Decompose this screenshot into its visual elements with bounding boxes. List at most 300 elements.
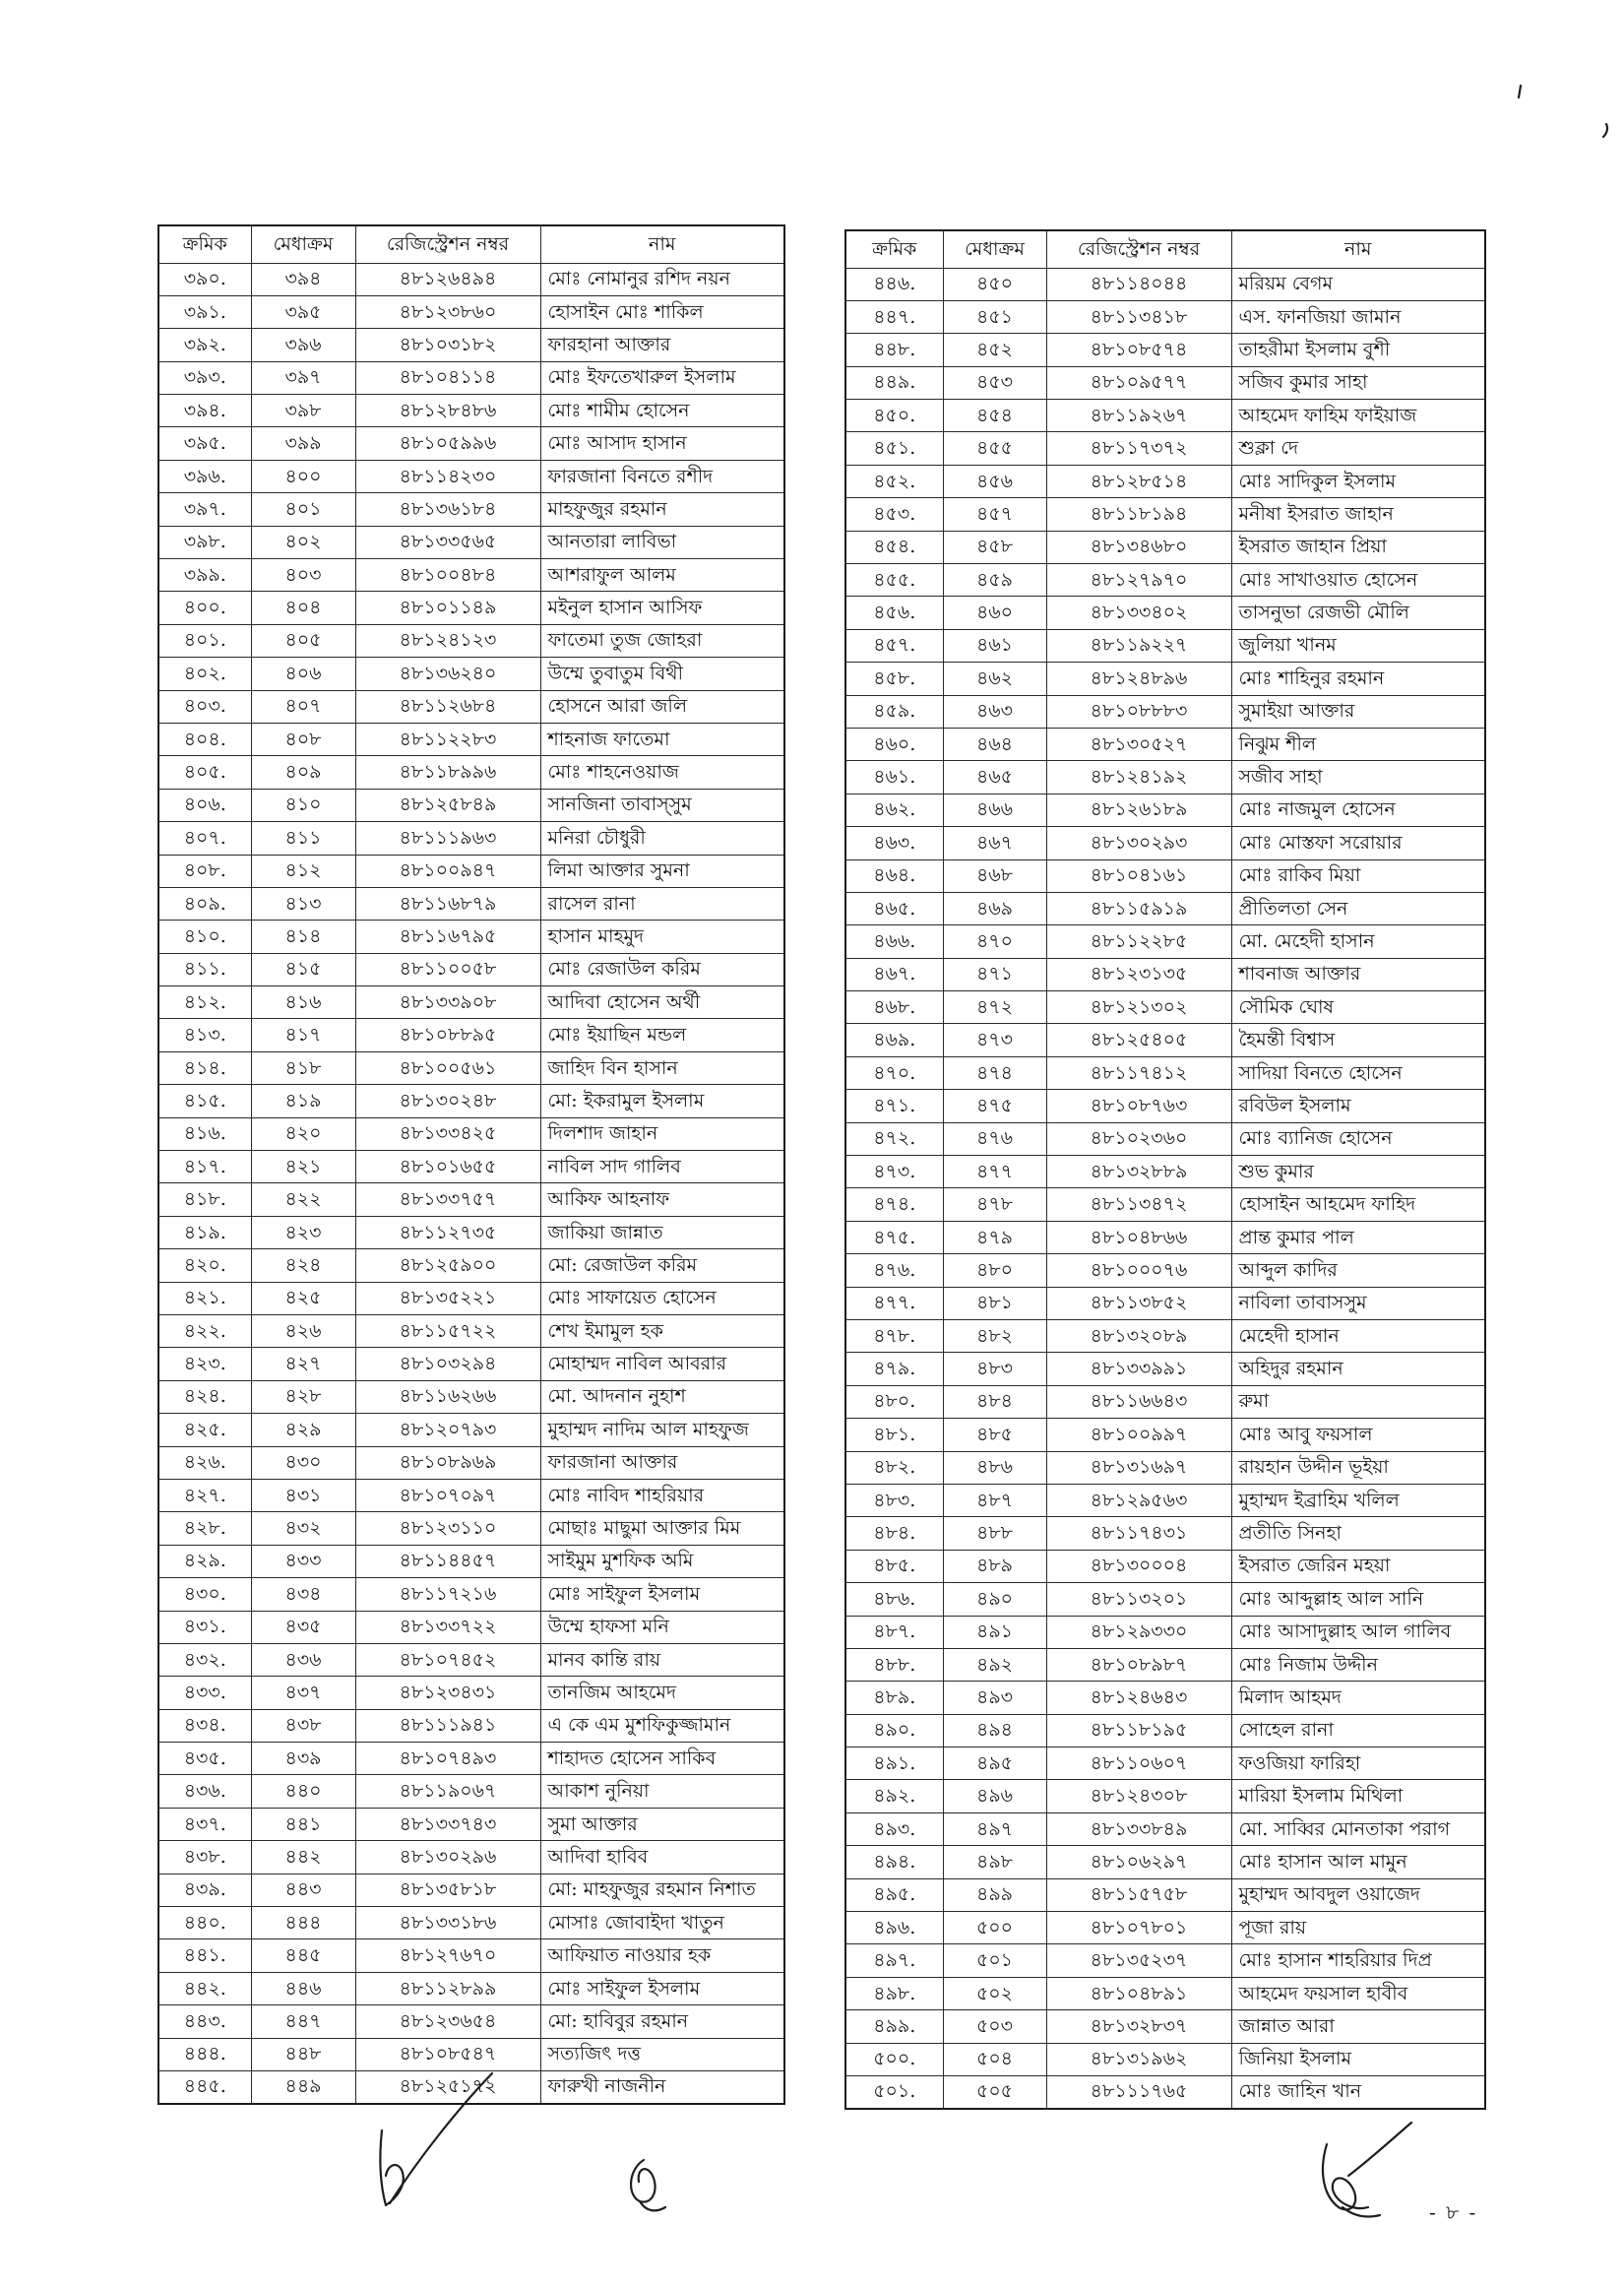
merit-position-cell: ৫০৫ bbox=[943, 2075, 1046, 2108]
registration-number-cell: ৪৮১১৮৯৯৬ bbox=[355, 756, 540, 789]
merit-position-cell: ৪২২ bbox=[251, 1183, 355, 1216]
merit-position-cell: ৪০২ bbox=[251, 526, 355, 558]
registration-number-cell: ৪৮১২৭৬৭০ bbox=[355, 1939, 540, 1972]
name-cell: লিমা আক্তার সুমনা bbox=[540, 855, 784, 887]
merit-position-cell: ৫০০ bbox=[943, 1912, 1046, 1944]
serial-cell: ৪৯৪. bbox=[845, 1846, 943, 1878]
table-row bbox=[158, 1479, 784, 1511]
serial-cell: ৪২২. bbox=[158, 1315, 251, 1348]
table-row bbox=[845, 1090, 1485, 1122]
registration-number-cell: ৪৮১১২৭৩৫ bbox=[355, 1216, 540, 1248]
merit-position-cell: ৪৭২ bbox=[943, 991, 1046, 1024]
name-cell: জাকিয়া জান্নাত bbox=[540, 1216, 784, 1248]
registration-number-cell: ৪৮১০৯৫৭৭ bbox=[1046, 366, 1231, 399]
table-row bbox=[845, 991, 1485, 1024]
registration-number-cell: ৪৮১২৬৪৯৪ bbox=[355, 263, 540, 295]
table-row bbox=[158, 887, 784, 920]
registration-number-cell: ৪৮১১৩২০১ bbox=[1046, 1583, 1231, 1616]
serial-cell: ৪১৪. bbox=[158, 1051, 251, 1084]
registration-number-cell: ৪৮১১০৬০৭ bbox=[1046, 1747, 1231, 1780]
serial-cell: ৪৬৯. bbox=[845, 1024, 943, 1056]
registration-number-cell: ৪৮১৩০২৯৩ bbox=[1046, 827, 1231, 859]
merit-position-cell: ৪২৯ bbox=[251, 1414, 355, 1446]
merit-position-cell: ৪৮৬ bbox=[943, 1451, 1046, 1484]
name-cell: মুহাম্মদ ইব্রাহিম খলিল bbox=[1231, 1484, 1485, 1516]
table-row bbox=[845, 1714, 1485, 1747]
table-row bbox=[158, 953, 784, 985]
serial-cell: ৪৯৯. bbox=[845, 2010, 943, 2043]
serial-cell: ৪৮৯. bbox=[845, 1682, 943, 1714]
serial-cell: ৪৫৮. bbox=[845, 663, 943, 695]
merit-position-cell: ৪৫৯ bbox=[943, 564, 1046, 597]
merit-position-cell: ৫০২ bbox=[943, 1977, 1046, 2009]
registration-number-cell: ৪৮১৩৫২২১ bbox=[355, 1282, 540, 1314]
registration-number-cell: ৪৮১২৮৪৮৬ bbox=[355, 395, 540, 427]
merit-position-cell: ৪৯০ bbox=[943, 1583, 1046, 1616]
table-row bbox=[845, 1484, 1485, 1516]
merit-position-cell: ৪৫৮ bbox=[943, 531, 1046, 563]
name-cell: প্রতীতি সিনহা bbox=[1231, 1517, 1485, 1550]
merit-position-cell: ৫০৪ bbox=[943, 2043, 1046, 2075]
registration-number-cell: ৪৮১০৪৮৯১ bbox=[1046, 1977, 1231, 2009]
table-row bbox=[158, 1216, 784, 1248]
table-row bbox=[158, 1282, 784, 1314]
merit-position-cell: ৪৬১ bbox=[943, 629, 1046, 662]
merit-position-cell: ৩৯৪ bbox=[251, 263, 355, 295]
merit-position-cell: ৪১৫ bbox=[251, 953, 355, 985]
registration-number-cell: ৪৮১৩৩১৮৬ bbox=[355, 1907, 540, 1939]
registration-number-cell: ৪৮১৩৩৭৪৩ bbox=[355, 1808, 540, 1840]
merit-position-cell: ৪৫১ bbox=[943, 300, 1046, 333]
registration-number-cell: ৪৮১৩৬২৪০ bbox=[355, 658, 540, 690]
table-row bbox=[158, 690, 784, 723]
merit-position-cell: ৪৫৫ bbox=[943, 432, 1046, 465]
name-cell: মোঃ হাসান আল মামুন bbox=[1231, 1846, 1485, 1878]
table-row bbox=[845, 1517, 1485, 1550]
merit-list-table-left bbox=[157, 224, 785, 2105]
serial-cell: ৪৯৩. bbox=[845, 1812, 943, 1845]
merit-position-cell: ৪৯২ bbox=[943, 1648, 1046, 1681]
table-row bbox=[845, 564, 1485, 597]
name-cell: সুমাইয়া আক্তার bbox=[1231, 695, 1485, 728]
registration-number-cell: ৪৮১৩৩৭২২ bbox=[355, 1611, 540, 1643]
merit-position-cell: ৪৮১ bbox=[943, 1287, 1046, 1319]
registration-number-cell: ৪৮১৩৩৮৪৯ bbox=[1046, 1812, 1231, 1845]
name-cell: আকিফ আহনাফ bbox=[540, 1183, 784, 1216]
table-row bbox=[158, 789, 784, 821]
merit-position-cell: ৪৮৭ bbox=[943, 1484, 1046, 1516]
name-cell: সোহেল রানা bbox=[1231, 1714, 1485, 1747]
merit-position-cell: ৪৭১ bbox=[943, 958, 1046, 990]
table-row bbox=[158, 1677, 784, 1709]
table-row bbox=[158, 1380, 784, 1413]
merit-position-cell: ৩৯৯ bbox=[251, 427, 355, 460]
registration-number-cell: ৪৮১২৯৩৩০ bbox=[1046, 1616, 1231, 1648]
registration-number-cell: ৪৮১০৭৮০১ bbox=[1046, 1912, 1231, 1944]
table-row bbox=[845, 629, 1485, 662]
serial-cell: ৪৬৫. bbox=[845, 892, 943, 924]
serial-cell: ৪৩৬. bbox=[158, 1775, 251, 1808]
serial-cell: ৪১৯. bbox=[158, 1216, 251, 1248]
name-cell: সজীব সাহা bbox=[1231, 761, 1485, 794]
page-number: - ৮ - bbox=[1429, 2200, 1478, 2224]
registration-number-cell: ৪৮১১৯০৬৭ bbox=[355, 1775, 540, 1808]
registration-number-cell: ৪৮১০৮৮৯৫ bbox=[355, 1019, 540, 1051]
registration-number-cell: ৪৮১১২৮৯৯ bbox=[355, 1972, 540, 2004]
table-row bbox=[158, 295, 784, 328]
registration-number-cell: ৪৮১৩১৬৯৭ bbox=[1046, 1451, 1231, 1484]
serial-cell: ৪৮৪. bbox=[845, 1517, 943, 1550]
registration-number-cell: ৪৮১১৮১৯৪ bbox=[1046, 498, 1231, 531]
merit-position-cell: ৪৮০ bbox=[943, 1254, 1046, 1287]
merit-position-cell: ৪৫৬ bbox=[943, 465, 1046, 497]
serial-cell: ৪৫৯. bbox=[845, 695, 943, 728]
registration-number-cell: ৪৮১০০৫৬১ bbox=[355, 1051, 540, 1084]
table-row bbox=[158, 329, 784, 361]
serial-cell: ৪০৬. bbox=[158, 789, 251, 821]
name-cell: ফাতেমা তুজ জোহরা bbox=[540, 624, 784, 657]
registration-number-cell: ৪৮১২৩৬৫৪ bbox=[355, 2005, 540, 2038]
name-cell: মেহেদী হাসান bbox=[1231, 1320, 1485, 1353]
merit-position-cell: ৩৯৫ bbox=[251, 295, 355, 328]
header-serial: ক্রমিক bbox=[158, 225, 251, 263]
merit-position-cell: ৪০১ bbox=[251, 493, 355, 526]
serial-cell: ৪১৫. bbox=[158, 1085, 251, 1117]
table-header-row bbox=[845, 230, 1485, 268]
registration-number-cell: ৪৮১০৮৭৬৩ bbox=[1046, 1090, 1231, 1122]
serial-cell: ৪৯৭. bbox=[845, 1944, 943, 1977]
name-cell: মো. আদনান নুহাশ bbox=[540, 1380, 784, 1413]
merit-position-cell: ৪৩৭ bbox=[251, 1677, 355, 1709]
serial-cell: ৪৯৬. bbox=[845, 1912, 943, 1944]
table-row bbox=[845, 1944, 1485, 1977]
table-row bbox=[158, 1775, 784, 1808]
registration-number-cell: ৪৮১২৩৮৬০ bbox=[355, 295, 540, 328]
registration-number-cell: ৪৮১৩০২৯৬ bbox=[355, 1841, 540, 1874]
serial-cell: ৪১৮. bbox=[158, 1183, 251, 1216]
scan-mark bbox=[1596, 120, 1616, 144]
name-cell: মোঃ নাজমুল হোসেন bbox=[1231, 794, 1485, 826]
table-row bbox=[845, 1122, 1485, 1155]
name-cell: সত্যজিৎ দত্ত bbox=[540, 2038, 784, 2070]
merit-position-cell: ৩৯৮ bbox=[251, 395, 355, 427]
merit-position-cell: ৪২১ bbox=[251, 1151, 355, 1183]
table-row bbox=[845, 1780, 1485, 1812]
registration-number-cell: ৪৮১১১৭৬৫ bbox=[1046, 2075, 1231, 2108]
serial-cell: ৪০১. bbox=[158, 624, 251, 657]
registration-number-cell: ৪৮১২৩১১০ bbox=[355, 1512, 540, 1545]
serial-cell: ৩৯৯. bbox=[158, 559, 251, 592]
serial-cell: ৪৮৮. bbox=[845, 1648, 943, 1681]
name-cell: মোঃ নিজাম উদ্দীন bbox=[1231, 1648, 1485, 1681]
registration-number-cell: ৪৮১২৪৬৪৩ bbox=[1046, 1682, 1231, 1714]
merit-position-cell: ৪৩৬ bbox=[251, 1643, 355, 1676]
merit-position-cell: ৪২৮ bbox=[251, 1380, 355, 1413]
serial-cell: ৩৯৩. bbox=[158, 361, 251, 394]
table-row bbox=[845, 300, 1485, 333]
name-cell: আব্দুল কাদির bbox=[1231, 1254, 1485, 1287]
merit-position-cell: ৪৭০ bbox=[943, 925, 1046, 958]
serial-cell: ৪৯৮. bbox=[845, 1977, 943, 2009]
registration-number-cell: ৪৮১২১৩০২ bbox=[1046, 991, 1231, 1024]
serial-cell: ৪১২. bbox=[158, 986, 251, 1019]
header-merit-position: মেধাক্রম bbox=[943, 230, 1046, 268]
serial-cell: ৪৩০. bbox=[158, 1578, 251, 1611]
name-cell: মোঃ সাফায়েত হোসেন bbox=[540, 1282, 784, 1314]
name-cell: তাহরীমা ইসলাম বুশী bbox=[1231, 334, 1485, 366]
registration-number-cell: ৪৮১০৮৯৬৯ bbox=[355, 1446, 540, 1479]
name-cell: হোসাইন আহমেদ ফাহিদ bbox=[1231, 1188, 1485, 1221]
table-row bbox=[158, 427, 784, 460]
table-row bbox=[845, 1878, 1485, 1911]
name-cell: মোঃ জাহিন খান bbox=[1231, 2075, 1485, 2108]
merit-position-cell: ৪৭৮ bbox=[943, 1188, 1046, 1221]
merit-position-cell: ৪২৬ bbox=[251, 1315, 355, 1348]
table-row bbox=[158, 395, 784, 427]
serial-cell: ৪৭৫. bbox=[845, 1221, 943, 1253]
merit-position-cell: ৪৯৬ bbox=[943, 1780, 1046, 1812]
serial-cell: ৪৬৩. bbox=[845, 827, 943, 859]
merit-position-cell: ৪০০ bbox=[251, 460, 355, 492]
table-row bbox=[845, 1419, 1485, 1451]
name-cell: আহমেদ ফাহিম ফাইয়াজ bbox=[1231, 400, 1485, 432]
table-header-row bbox=[158, 225, 784, 263]
registration-number-cell: ৪৮১৩৫৮১৮ bbox=[355, 1874, 540, 1906]
registration-number-cell: ৪৮১০৩২৯৪ bbox=[355, 1348, 540, 1380]
name-cell: মোঃ রাকিব মিয়া bbox=[1231, 859, 1485, 892]
serial-cell: ৪০০. bbox=[158, 592, 251, 624]
registration-number-cell: ৪৮১১৫৯১৯ bbox=[1046, 892, 1231, 924]
merit-position-cell: ৪১৩ bbox=[251, 887, 355, 920]
serial-cell: ৪৩৫. bbox=[158, 1743, 251, 1775]
merit-position-cell: ৪০৬ bbox=[251, 658, 355, 690]
registration-number-cell: ৪৮১২৭৯৭০ bbox=[1046, 564, 1231, 597]
registration-number-cell: ৪৮১০২৩৬০ bbox=[1046, 1122, 1231, 1155]
name-cell: মোঃ ইয়াছিন মন্ডল bbox=[540, 1019, 784, 1051]
name-cell: মো: ইকরামুল ইসলাম bbox=[540, 1085, 784, 1117]
name-cell: মোঃ শাহিনুর রহমান bbox=[1231, 663, 1485, 695]
table-row bbox=[845, 794, 1485, 826]
table-row bbox=[845, 1846, 1485, 1878]
name-cell: জিনিয়া ইসলাম bbox=[1231, 2043, 1485, 2075]
table-row bbox=[845, 958, 1485, 990]
serial-cell: ৪৩৪. bbox=[158, 1709, 251, 1742]
merit-list-table-right bbox=[844, 229, 1486, 2110]
name-cell: দিলশাদ জাহান bbox=[540, 1117, 784, 1150]
merit-position-cell: ৪৮৩ bbox=[943, 1353, 1046, 1385]
merit-position-cell: ৪৪৭ bbox=[251, 2005, 355, 2038]
registration-number-cell: ৪৮১১৫৭২২ bbox=[355, 1315, 540, 1348]
serial-cell: ৪৮৩. bbox=[845, 1484, 943, 1516]
merit-position-cell: ৪৯৪ bbox=[943, 1714, 1046, 1747]
merit-position-cell: ৫০১ bbox=[943, 1944, 1046, 1977]
name-cell: নাবিল সাদ গালিব bbox=[540, 1151, 784, 1183]
table-row bbox=[845, 2010, 1485, 2043]
serial-cell: ৪২০. bbox=[158, 1249, 251, 1282]
registration-number-cell: ৪৮১২৩৪৩১ bbox=[355, 1677, 540, 1709]
serial-cell: ৪৪২. bbox=[158, 1972, 251, 2004]
table-row bbox=[845, 2075, 1485, 2108]
registration-number-cell: ৪৮১১৬২৬৬ bbox=[355, 1380, 540, 1413]
name-cell: অহিদুর রহমান bbox=[1231, 1353, 1485, 1385]
serial-cell: ৪২৩. bbox=[158, 1348, 251, 1380]
serial-cell: ৪০৭. bbox=[158, 822, 251, 855]
name-cell: শুক্লা দে bbox=[1231, 432, 1485, 465]
serial-cell: ৪৬০. bbox=[845, 728, 943, 760]
registration-number-cell: ৪৮১০৭৪৯৩ bbox=[355, 1743, 540, 1775]
name-cell: আকাশ নুনিয়া bbox=[540, 1775, 784, 1808]
serial-cell: ৪৭২. bbox=[845, 1122, 943, 1155]
name-cell: শাহনাজ ফাতেমা bbox=[540, 723, 784, 755]
registration-number-cell: ৪৮১৩৫২৩৭ bbox=[1046, 1944, 1231, 1977]
serial-cell: ৪৪০. bbox=[158, 1907, 251, 1939]
name-cell: মরিয়ম বেগম bbox=[1231, 268, 1485, 300]
registration-number-cell: ৪৮১০১৬৫৫ bbox=[355, 1151, 540, 1183]
registration-number-cell: ৪৮১৩১৯৬২ bbox=[1046, 2043, 1231, 2075]
merit-position-cell: ৪৯৯ bbox=[943, 1878, 1046, 1911]
serial-cell: ৪১১. bbox=[158, 953, 251, 985]
serial-cell: ৪৬২. bbox=[845, 794, 943, 826]
table-row bbox=[158, 855, 784, 887]
registration-number-cell: ৪৮১১৪০৪৪ bbox=[1046, 268, 1231, 300]
serial-cell: ৪৩২. bbox=[158, 1643, 251, 1676]
table-row bbox=[158, 559, 784, 592]
merit-position-cell: ৪৬৭ bbox=[943, 827, 1046, 859]
table-row bbox=[158, 1808, 784, 1840]
registration-number-cell: ৪৮১৩২০৮৯ bbox=[1046, 1320, 1231, 1353]
merit-position-cell: ৪৩০ bbox=[251, 1446, 355, 1479]
registration-number-cell: ৪৮১৩৪৬৮০ bbox=[1046, 531, 1231, 563]
registration-number-cell: ৪৮১২৪১২৩ bbox=[355, 624, 540, 657]
table-row bbox=[845, 1353, 1485, 1385]
name-cell: মোঃ সাইফুল ইসলাম bbox=[540, 1972, 784, 2004]
merit-position-cell: ৪৬২ bbox=[943, 663, 1046, 695]
serial-cell: ৪০৩. bbox=[158, 690, 251, 723]
name-cell: হোসাইন মোঃ শাকিল bbox=[540, 295, 784, 328]
name-cell: সুমা আক্তার bbox=[540, 1808, 784, 1840]
table-row bbox=[158, 624, 784, 657]
name-cell: মোঃ শাহনেওয়াজ bbox=[540, 756, 784, 789]
name-cell: শুভ কুমার bbox=[1231, 1156, 1485, 1188]
header-name: নাম bbox=[540, 225, 784, 263]
name-cell: মো: রেজাউল করিম bbox=[540, 1249, 784, 1282]
merit-position-cell: ৪৬৬ bbox=[943, 794, 1046, 826]
signature-1 bbox=[366, 2067, 504, 2215]
name-cell: সাইমুম মুশফিক অমি bbox=[540, 1545, 784, 1577]
serial-cell: ৪২৬. bbox=[158, 1446, 251, 1479]
table-row bbox=[158, 493, 784, 526]
serial-cell: ৪৯০. bbox=[845, 1714, 943, 1747]
table-row bbox=[158, 1743, 784, 1775]
registration-number-cell: ৪৮১১২২৮৩ bbox=[355, 723, 540, 755]
merit-position-cell: ৪৪১ bbox=[251, 1808, 355, 1840]
registration-number-cell: ৪৮১৩০২৪৮ bbox=[355, 1085, 540, 1117]
registration-number-cell: ৪৮১০০৯৯৭ bbox=[1046, 1419, 1231, 1451]
name-cell: প্রান্ত কুমার পাল bbox=[1231, 1221, 1485, 1253]
name-cell: রবিউল ইসলাম bbox=[1231, 1090, 1485, 1122]
merit-position-cell: ৪৮৪ bbox=[943, 1385, 1046, 1418]
registration-number-cell: ৪৮১০৪১১৪ bbox=[355, 361, 540, 394]
merit-position-cell: ৪৪৬ bbox=[251, 1972, 355, 2004]
merit-position-cell: ৪১১ bbox=[251, 822, 355, 855]
table-row bbox=[845, 761, 1485, 794]
table-row bbox=[158, 1315, 784, 1348]
table-row bbox=[845, 334, 1485, 366]
name-cell: মোহাম্মদ নাবিল আবরার bbox=[540, 1348, 784, 1380]
name-cell: আনতারা লাবিভা bbox=[540, 526, 784, 558]
serial-cell: ৪৩৯. bbox=[158, 1874, 251, 1906]
registration-number-cell: ৪৮১২৫৮৪৯ bbox=[355, 789, 540, 821]
name-cell: আদিবা হাবিব bbox=[540, 1841, 784, 1874]
table-row bbox=[845, 1188, 1485, 1221]
registration-number-cell: ৪৮১০৪৮৬৬ bbox=[1046, 1221, 1231, 1253]
name-cell: হোসনে আরা জলি bbox=[540, 690, 784, 723]
serial-cell: ৪৪৭. bbox=[845, 300, 943, 333]
merit-position-cell: ৪৬৯ bbox=[943, 892, 1046, 924]
serial-cell: ৪২১. bbox=[158, 1282, 251, 1314]
name-cell: মুহাম্মদ আবদুল ওয়াজেদ bbox=[1231, 1878, 1485, 1911]
table-row bbox=[845, 1056, 1485, 1089]
serial-cell: ৪৯১. bbox=[845, 1747, 943, 1780]
merit-position-cell: ৪৩৫ bbox=[251, 1611, 355, 1643]
registration-number-cell: ৪৮১০১১৪৯ bbox=[355, 592, 540, 624]
merit-position-cell: ৪২৪ bbox=[251, 1249, 355, 1282]
merit-position-cell: ৪৪০ bbox=[251, 1775, 355, 1808]
serial-cell: ৪০৪. bbox=[158, 723, 251, 755]
table-row bbox=[158, 1183, 784, 1216]
merit-position-cell: ৪০৪ bbox=[251, 592, 355, 624]
table-row bbox=[158, 592, 784, 624]
registration-number-cell: ৪৮১২৪৩০৮ bbox=[1046, 1780, 1231, 1812]
serial-cell: ৪৬৪. bbox=[845, 859, 943, 892]
table-body bbox=[845, 268, 1485, 2109]
table-row bbox=[158, 1414, 784, 1446]
serial-cell: ৩৯৬. bbox=[158, 460, 251, 492]
merit-position-cell: ৪৪৫ bbox=[251, 1939, 355, 1972]
merit-position-cell: ৪৭৬ bbox=[943, 1122, 1046, 1155]
table-row bbox=[845, 498, 1485, 531]
table-row bbox=[158, 2038, 784, 2070]
merit-position-cell: ৪৪৩ bbox=[251, 1874, 355, 1906]
merit-position-cell: ৪৫০ bbox=[943, 268, 1046, 300]
table-row bbox=[845, 1254, 1485, 1287]
merit-position-cell: ৪৩২ bbox=[251, 1512, 355, 1545]
name-cell: সাদিয়া বিনতে হোসেন bbox=[1231, 1056, 1485, 1089]
merit-position-cell: ৪২৩ bbox=[251, 1216, 355, 1248]
name-cell: শাহাদত হোসেন সাকিব bbox=[540, 1743, 784, 1775]
name-cell: ফওজিয়া ফারিহা bbox=[1231, 1747, 1485, 1780]
registration-number-cell: ৪৮১০০০৭৬ bbox=[1046, 1254, 1231, 1287]
table-row bbox=[845, 1648, 1485, 1681]
merit-position-cell: ৪৩৩ bbox=[251, 1545, 355, 1577]
serial-cell: ৪৩৩. bbox=[158, 1677, 251, 1709]
serial-cell: ৪৭৯. bbox=[845, 1353, 943, 1385]
header-registration-number: রেজিস্ট্রেশন নম্বর bbox=[1046, 230, 1231, 268]
name-cell: মোঃ আবু ফয়সাল bbox=[1231, 1419, 1485, 1451]
serial-cell: ৪৭৬. bbox=[845, 1254, 943, 1287]
merit-position-cell: ৪২০ bbox=[251, 1117, 355, 1150]
name-cell: শাবনাজ আক্তার bbox=[1231, 958, 1485, 990]
merit-position-cell: ৪৩৮ bbox=[251, 1709, 355, 1742]
registration-number-cell: ৪৮১১৭৪১২ bbox=[1046, 1056, 1231, 1089]
table-row bbox=[158, 1643, 784, 1676]
merit-position-cell: ৪৭৪ bbox=[943, 1056, 1046, 1089]
table-row bbox=[158, 986, 784, 1019]
registration-number-cell: ৪৮১২৪৮৯৬ bbox=[1046, 663, 1231, 695]
serial-cell: ৪২৫. bbox=[158, 1414, 251, 1446]
table-row bbox=[158, 1117, 784, 1150]
name-cell: নাবিলা তাবাসসুম bbox=[1231, 1287, 1485, 1319]
